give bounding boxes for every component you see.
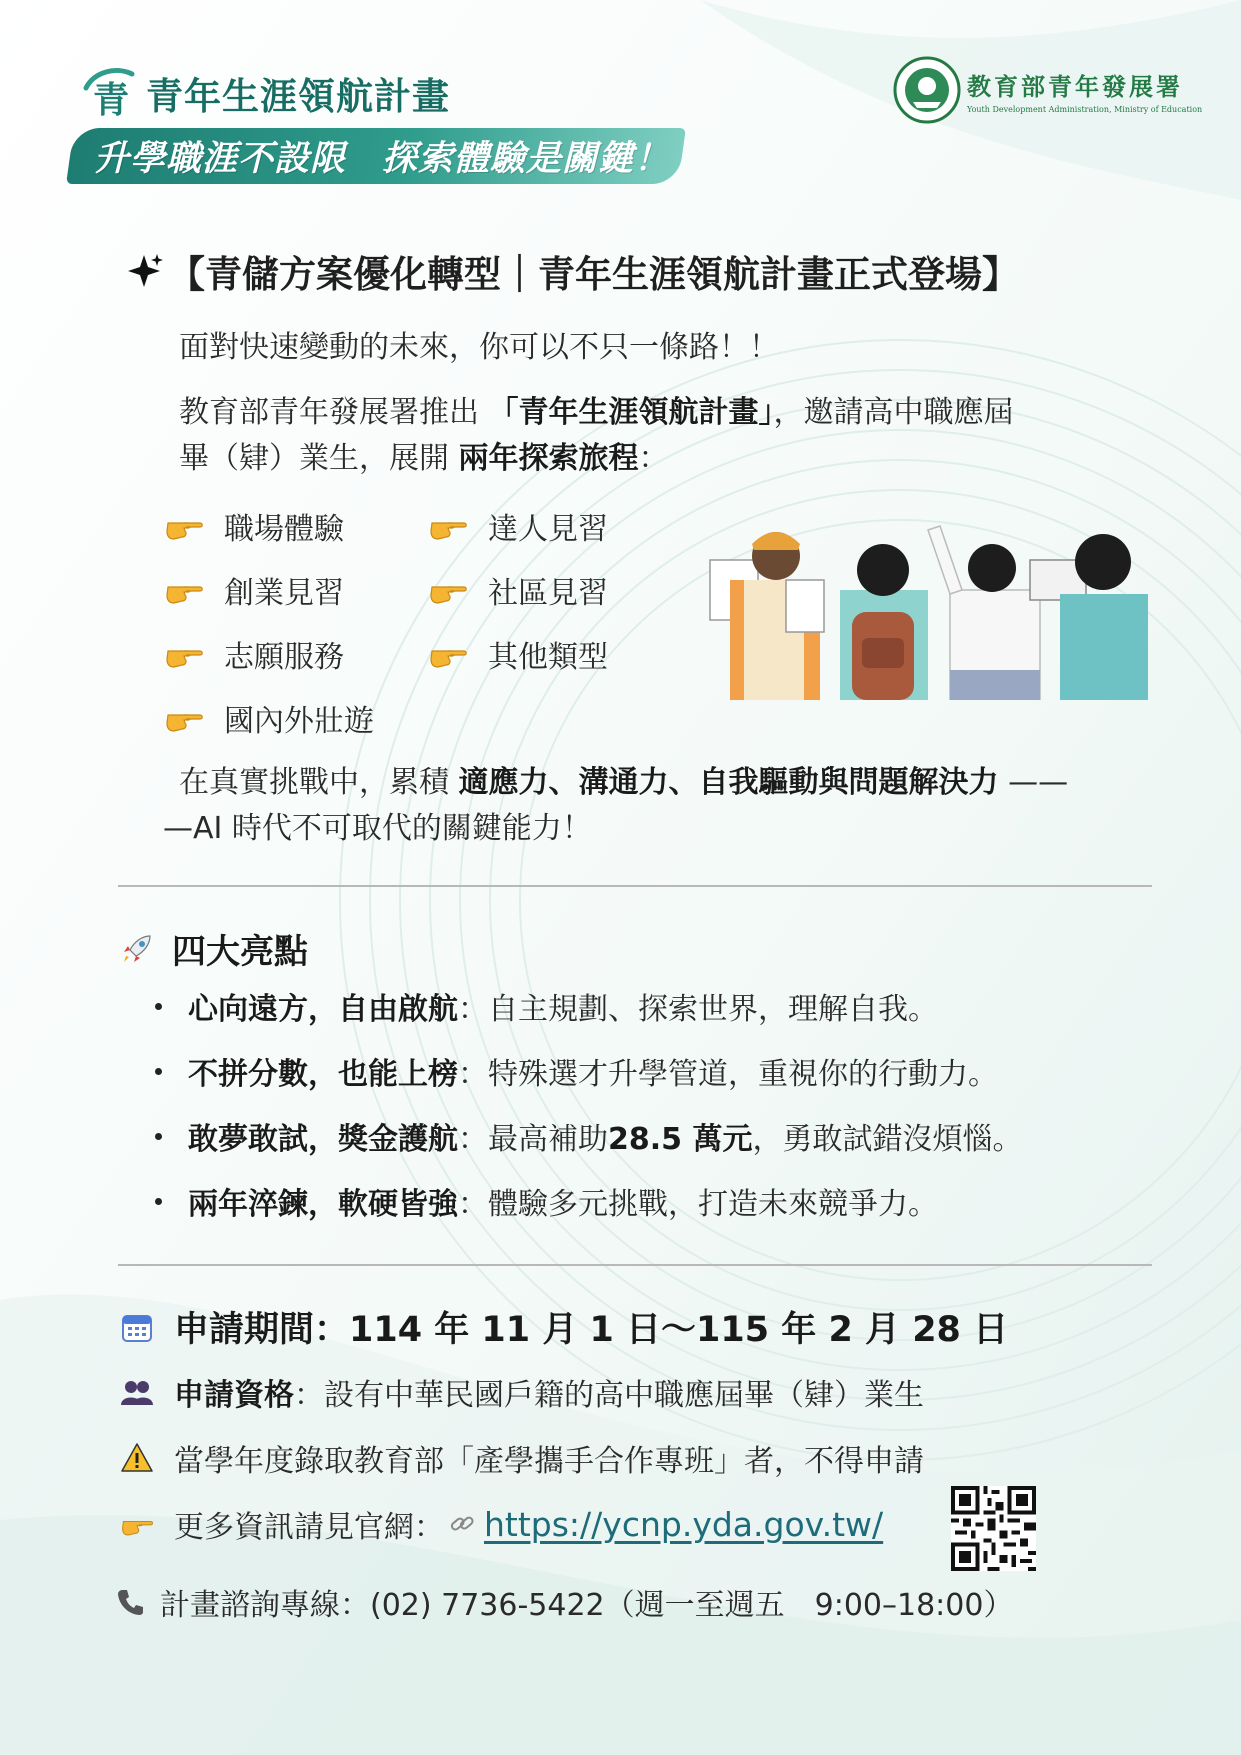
option-label: 創業見習: [224, 576, 344, 611]
pointing-hand-icon: [164, 637, 204, 671]
intro-line-1: 面對快速變動的未來，你可以不只一條路！！: [179, 330, 779, 365]
option-item: [428, 504, 608, 548]
bullet: [155, 1198, 162, 1205]
pointing-hand-icon: [428, 637, 468, 671]
option-label: 職場體驗: [224, 512, 344, 547]
sparkle-icon: [124, 251, 164, 291]
intro-line-2: 教育部青年發展署推出 「青年生涯領航計畫」，邀請高中職應屆: [179, 395, 1014, 430]
divider-2: [118, 1264, 1152, 1266]
program-name: 青年生涯領航計畫: [146, 74, 450, 118]
more-info-label: 更多資訊請見官網：: [174, 1510, 444, 1545]
option-item: [164, 568, 344, 612]
people-icon: [120, 1375, 154, 1409]
ministry-seal-icon: [893, 56, 961, 124]
option-label: 其他類型: [488, 640, 608, 675]
calendar-icon: [120, 1310, 154, 1344]
pointing-hand-icon: [428, 573, 468, 607]
bullet: [155, 1068, 162, 1075]
pointing-hand-icon: [428, 509, 468, 543]
eligibility-text: 申請資格：設有中華民國戶籍的高中職應屆畢（肄）業生: [174, 1378, 924, 1413]
student-3: [928, 526, 1040, 700]
option-item: [428, 568, 608, 612]
pointing-hand-icon: [164, 509, 204, 543]
slogan-text: 升學職涯不設限 探索體驗是關鍵！: [94, 138, 671, 179]
hotline-row: [116, 1580, 1013, 1624]
agency-logo: [893, 56, 1202, 124]
bullet: [155, 1133, 162, 1140]
highlights-header: [120, 924, 308, 973]
program-logo-char: 青: [92, 79, 130, 121]
students-illustration: [700, 520, 1162, 700]
program-name-emphasis: 「青年生涯領航計畫」: [488, 395, 774, 430]
agency-name-en: Youth Development Administration, Ministry of Education: [967, 104, 1203, 114]
warning-icon: [120, 1441, 154, 1475]
pointing-hand-icon: [164, 573, 204, 607]
option-label: 國內外壯遊: [224, 704, 374, 739]
option-item: [164, 632, 344, 676]
student-2: [840, 544, 928, 700]
highlight-item: 不拼分數，也能上榜 ：特殊選才升學管道，重視你的行動力。: [155, 1049, 998, 1093]
headline-text: 【青儲方案優化轉型｜青年生涯領航計畫正式登場】: [168, 253, 1019, 296]
link-icon: [448, 1510, 476, 1538]
student-1: [710, 532, 824, 700]
option-label: 志願服務: [224, 640, 344, 675]
hotline-text: 計畫諮詢專線：(02) 7736-5422（週一至週五 9:00–18:00）: [160, 1588, 1014, 1623]
pointing-hand-icon: [120, 1507, 154, 1541]
divider-1: [118, 885, 1152, 887]
highlight-item: 心向遠方，自由啟航 ：自主規劃、探索世界，理解自我。: [155, 984, 938, 1028]
option-item: [164, 696, 374, 740]
skills-line-1: 在真實挑戰中，累積 適應力、溝通力、自我驅動與問題解決力 ——: [179, 765, 1069, 800]
application-period-row: [120, 1302, 1008, 1352]
program-logo-mark: [82, 64, 140, 122]
option-item: [164, 504, 344, 548]
skills-line-2: —AI 時代不可取代的關鍵能力！: [163, 811, 592, 846]
two-year-emphasis: 兩年探索旅程: [458, 441, 639, 476]
agency-name: 教育部青年發展署: [967, 71, 1183, 101]
option-label: 達人見習: [488, 512, 608, 547]
headline: [124, 244, 1019, 298]
warning-row: [120, 1436, 924, 1480]
application-period: 申請期間：114 年 11 月 1 日～115 年 2 月 28 日: [174, 1310, 1009, 1350]
bullet: [155, 1003, 162, 1010]
slogan-banner: [66, 128, 686, 184]
eligibility-row: [120, 1370, 924, 1414]
highlight-item: 敢夢敢試，獎金護航 ：最高補助 28.5 萬元 ，勇敢試錯沒煩惱。: [155, 1114, 1022, 1158]
program-logo: [82, 64, 450, 122]
subsidy-amount: 28.5 萬元: [608, 1122, 753, 1157]
intro-line-3: 畢（肄）業生，展開 兩年探索旅程：: [179, 441, 669, 476]
qr-code[interactable]: [951, 1486, 1036, 1571]
skills-emphasis: 適應力、溝通力、自我驅動與問題解決力: [458, 765, 999, 800]
option-label: 社區見習: [488, 576, 608, 611]
official-website-link[interactable]: https://ycnp.yda.gov.tw/: [484, 1504, 884, 1544]
more-info-row: [120, 1502, 883, 1546]
rocket-icon: [120, 932, 154, 966]
student-4: [1030, 534, 1148, 700]
pointing-hand-icon: [164, 701, 204, 735]
option-item: [428, 632, 608, 676]
highlights-title: 四大亮點: [172, 932, 308, 972]
warning-text: 當學年度錄取教育部「產學攜手合作專班」者，不得申請: [174, 1444, 924, 1479]
highlight-item: 兩年淬鍊，軟硬皆強 ：體驗多元挑戰，打造未來競爭力。: [155, 1179, 938, 1223]
phone-icon: [116, 1587, 146, 1617]
